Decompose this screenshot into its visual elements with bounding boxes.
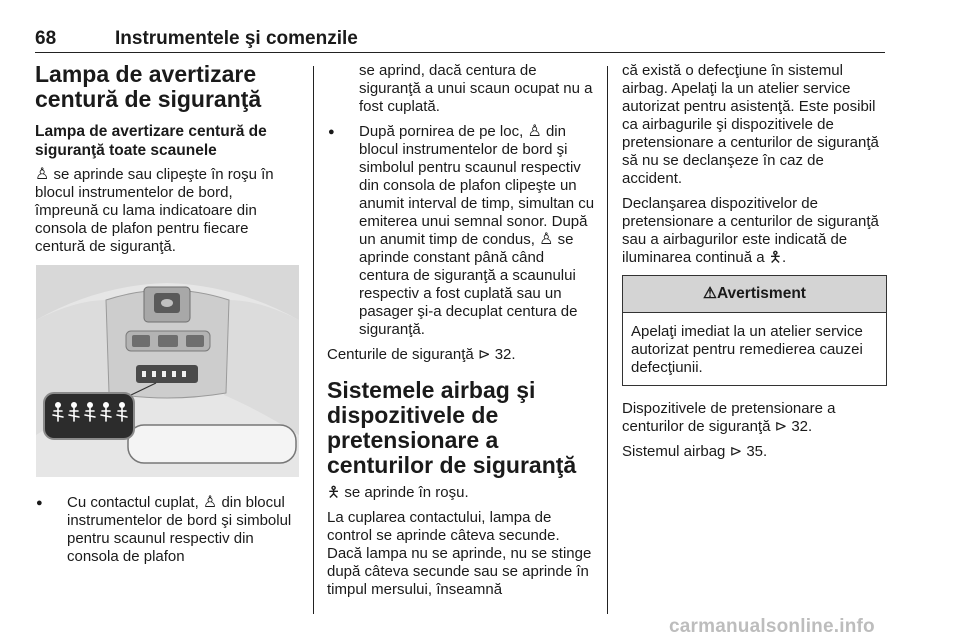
reference-paragraph: Centurile de siguranţă ⊳ 32. — [327, 346, 516, 363]
warning-header: ⚠Avertisment — [623, 276, 886, 313]
intro-paragraph: ♙ se aprinde sau clipeşte în roşu în blocul instrumentelor de bord, împreună cu lama indicatoare din consola de plafon pentru fiecare centură de siguranţă. — [35, 166, 274, 255]
overhead-console-illustration — [36, 265, 299, 477]
page-number: 68 — [35, 28, 57, 49]
seatbelt-icon: ♙ — [527, 123, 542, 140]
warning-box — [622, 275, 887, 386]
column-divider — [313, 66, 314, 614]
reference-paragraph: Sistemul airbag ⊳ 35. — [622, 443, 768, 460]
body-paragraph: Declanşarea dispozitivelor de pretensionare a centurilor de siguranţă sau a airbagurilor este indicată de iluminarea continuă a 🯅. — [622, 195, 879, 266]
airbag-paragraph: 🯅 se aprinde în roşu. — [327, 484, 469, 501]
subheading: Lampa de avertizare centură de siguranţă toate scaunele — [35, 123, 267, 159]
body-paragraph: La cuplarea contactului, lampa de control se aprinde câteva secunde. Dacă lampa nu se aprinde, nu se stinge după câteva secunde sau se aprinde în timpul mersului, înseamnă — [327, 509, 592, 598]
page-header — [35, 26, 885, 53]
section-heading: Sistemele airbag şi dispozitivele de pretensionare a centurilor de siguranţă — [327, 377, 577, 478]
column-divider — [607, 66, 608, 614]
list-item-continuation: se aprind, dacă centura de siguranţă a unui scaun ocupat nu a fost cuplată. — [359, 62, 593, 115]
body-paragraph: că există o defecţiune în sistemul airbag. Apelaţi la un atelier service autorizat pentru asistenţă. Este posibil ca airbagurile şi dispozitivele de pretensionare a centurilor de siguranţă să nu se declanşeze în caz de accident. — [622, 62, 879, 187]
warning-triangle-icon: ⚠ — [703, 285, 717, 302]
seatbelt-icon: ♙ — [539, 231, 554, 248]
reference-arrow-icon: ⊳ — [477, 346, 491, 363]
section-title: Instrumentele şi comenzile — [115, 28, 358, 49]
airbag-icon: 🯅 — [768, 249, 782, 266]
reference-arrow-icon: ⊳ — [774, 418, 788, 435]
seatbelt-icon: ♙ — [202, 494, 218, 511]
reference-paragraph: Dispozitivele de pretensionare a centurilor de siguranţă ⊳ 32. — [622, 400, 836, 435]
watermark: carmanualsonline.info — [669, 616, 875, 637]
list-item: ● Cu contactul cuplat, ♙ din blocul instrumentelor de bord şi simbolul pentru scaunul respectiv din consola de plafon — [35, 494, 300, 566]
warning-text: Apelaţi imediat la un atelier service autorizat pentru remedierea cauzei defecţiunii. — [631, 323, 863, 376]
overhead-console-figure — [36, 265, 299, 477]
column-2 — [327, 62, 595, 606]
column-1 — [35, 62, 300, 573]
column-3 — [622, 62, 887, 468]
list-item: ● După pornirea de pe loc, ♙ din blocul instrumentelor de bord şi simbolul pentru scaunul respectiv din consola de plafon clipeşte un anumit interval de timp, simultan cu emiterea unui semnal sonor. După un anumit timp de condus, ♙ se aprinde constant până când centura de siguranţă a scaunului respectiv a fost cuplată sau un pasager şi-a decuplat centura de siguranţă. — [327, 123, 595, 339]
reference-arrow-icon: ⊳ — [729, 443, 743, 460]
seatbelt-icon: ♙ — [35, 166, 50, 183]
airbag-icon: 🯅 — [327, 484, 341, 501]
section-heading: Lampa de avertizare centură de siguranţă — [35, 61, 262, 112]
